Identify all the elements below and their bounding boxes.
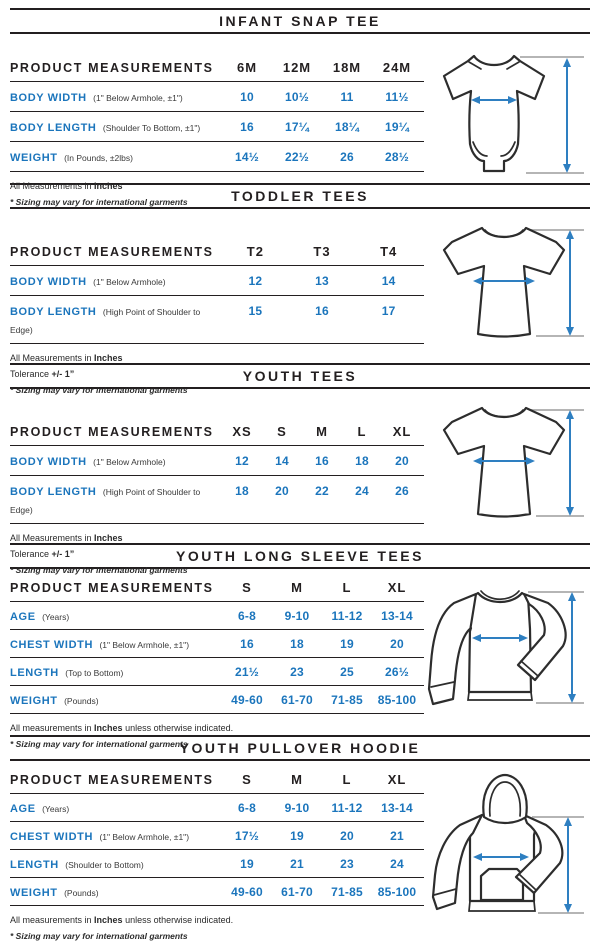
measurement-value: 15 [248,304,263,319]
tee-outline [444,408,564,517]
measurement-value: 61-70 [281,693,313,708]
row-values [222,274,422,288]
pullover-hoodie-illustration [424,769,592,929]
row-label-cell [10,272,222,290]
note-bold-text: Inches [94,181,123,192]
measurement-value: 24 [390,857,404,872]
row-values [222,637,422,651]
measurement-value: 21 [290,857,304,872]
row-values [222,150,422,164]
table-row [10,112,424,142]
footnotes [10,914,424,942]
measurement-unit-note [10,914,424,927]
measurement-value: 13 [315,274,329,289]
size-column-header: M [291,772,303,788]
measurements-table [10,209,424,399]
note-text: All measurements in [10,723,95,734]
row-values [222,120,422,134]
size-headers [222,580,422,595]
garment-illustration [424,761,592,945]
row-label-cell [10,482,222,518]
measurement-value: 11-12 [331,801,363,816]
size-column-header: M [316,424,328,440]
section-title: YOUTH LONG SLEEVE TEES [176,548,424,564]
international-sizing-note: * Sizing may vary for international garments [10,385,188,396]
measurement-value: 21½ [235,665,259,680]
row-note: (Pounds) [64,888,99,899]
row-label: BODY WIDTH [10,92,87,105]
size-headers [222,244,422,259]
table-row [10,878,424,906]
measurement-unit-note [10,352,424,365]
size-column-header: 18M [332,60,362,76]
row-label-cell [10,827,222,845]
row-label: LENGTH [10,859,59,872]
table-header-row [10,424,424,446]
row-note: (Years) [42,804,70,815]
table-row [10,296,424,344]
table-header-row [10,772,424,794]
section-title-bar [10,8,590,34]
tee-outline [444,228,564,337]
size-headers [222,60,422,75]
measurement-value: 19¼ [385,120,409,135]
measurement-value: 21 [390,829,404,844]
note-bold-text: +/- 1” [51,549,75,560]
measurement-value: 10 [240,90,254,105]
measurement-value: 16 [315,304,329,319]
size-column-header: 24M [382,60,412,76]
size-column-header: T3 [313,244,331,260]
size-headers [222,772,422,787]
table-row [10,658,424,686]
size-column-header: T2 [246,244,264,260]
row-values [222,801,422,815]
measurement-value: 17 [381,304,396,319]
row-label-cell [10,148,222,166]
measurement-value: 61-70 [281,885,313,900]
measurement-value: 22 [315,484,329,499]
measurement-value: 13-14 [381,609,413,624]
table-header-label: PRODUCT MEASUREMENTS [10,581,214,596]
row-values [222,857,422,871]
measurement-unit-note [10,532,424,545]
measurement-value: 26½ [385,665,409,680]
table-row [10,142,424,172]
row-note: (1" Below Armhole, ±1") [99,832,190,843]
table-row [10,476,424,524]
row-note: (Shoulder To Bottom, ±1") [102,123,201,134]
note-text: All measurements in [10,915,95,926]
size-column-header: S [242,772,252,788]
hem-band [468,692,532,700]
garment-illustration [424,209,592,399]
table-header-label: PRODUCT MEASUREMENTS [10,61,214,76]
measurement-value: 20 [340,829,354,844]
measurement-value: 11 [340,90,354,105]
note-text: Tolerance [10,369,52,380]
measurement-value: 18 [290,637,304,652]
measurement-value: 14 [381,274,396,289]
international-sizing-note: * Sizing may vary for international garments [10,197,188,208]
row-label: CHEST WIDTH [10,831,93,844]
row-label: BODY LENGTH [10,122,97,135]
measurement-value: 14 [275,454,289,469]
body-outline [469,593,531,692]
section-title: YOUTH TEES [242,368,358,384]
size-column-header: T4 [380,244,398,260]
measurement-value: 18¼ [335,120,359,135]
row-values [222,304,422,318]
international-sizing-note: * Sizing may vary for international garments [10,739,188,750]
note-bold-text: Inches [94,533,123,544]
measurement-value: 13-14 [381,801,413,816]
row-values [222,693,422,707]
size-column-header: XL [392,424,412,440]
row-label: WEIGHT [10,152,58,165]
row-note: (In Pounds, ±2lbs) [64,153,133,164]
size-column-header: M [291,580,303,596]
row-note: (Top to Bottom) [65,668,124,679]
row-label: WEIGHT [10,695,58,708]
row-label: AGE [10,803,36,816]
collar-line [481,591,519,599]
row-note: (1" Below Armhole, ±1") [99,640,190,651]
row-label-cell [10,88,222,106]
row-note: (High Point of Shoulder to Edge) [10,487,201,516]
table-header-row [10,60,424,82]
row-note: (1" Below Armhole, ±1") [93,93,183,104]
note-text: All Measurements in [10,181,95,192]
garment-illustration [424,569,592,753]
measurement-value: 19 [340,637,354,652]
measurement-value: 16 [315,454,329,469]
measurements-table [10,569,424,753]
row-label: AGE [10,611,36,624]
table-row [10,822,424,850]
kangaroo-pocket [481,869,523,900]
measurement-value: 6-8 [238,801,256,816]
measurement-value: 25 [340,665,354,680]
row-label: LENGTH [10,667,59,680]
measurement-value: 20 [395,454,409,469]
onesie-outline [444,56,544,171]
table-row [10,630,424,658]
row-label: BODY LENGTH [10,486,97,499]
size-column-header: L [357,424,367,440]
table-header-row [10,244,424,266]
tolerance-note [10,368,424,381]
table-row [10,794,424,822]
size-column-header: S [277,424,287,440]
size-column-header: L [342,580,352,596]
measurement-value: 17½ [235,829,259,844]
row-values [222,609,422,623]
row-values [222,90,422,104]
long-sleeve-tee-illustration [424,577,592,729]
measurements-table [10,761,424,945]
table-row [10,446,424,476]
row-label: BODY WIDTH [10,276,87,289]
row-note: (1" Below Armhole) [93,277,166,288]
row-label: CHEST WIDTH [10,639,93,652]
row-label: BODY LENGTH [10,306,97,319]
measurement-value: 9-10 [284,801,310,816]
measurement-value: 23 [290,665,304,680]
measurement-value: 20 [275,484,289,499]
size-column-header: 12M [282,60,312,76]
table-header-label: PRODUCT MEASUREMENTS [10,425,214,440]
table-row [10,686,424,714]
measurement-value: 49-60 [231,885,263,900]
garment-illustration [424,389,592,579]
row-label-cell [10,452,222,470]
row-label-cell [10,855,222,873]
measurements-table [10,34,424,211]
note-text: All Measurements in [10,533,95,544]
table-row [10,602,424,630]
note-text: All Measurements in [10,353,95,364]
table-row [10,850,424,878]
row-label-cell [10,883,222,901]
measurement-value: 24 [355,484,369,499]
size-column-header: L [342,772,352,788]
row-label-cell [10,691,222,709]
measurement-value: 85-100 [377,885,417,900]
row-note: (Pounds) [64,696,99,707]
row-label-cell [10,663,222,681]
row-label-cell [10,302,222,338]
size-column-header: XS [232,424,252,440]
measurement-unit-note [10,722,424,735]
garment-illustration [424,34,592,211]
size-column-header: S [242,580,252,596]
measurement-value: 71-85 [331,693,363,708]
size-headers [222,424,422,439]
table-row [10,82,424,112]
measurement-value: 18 [355,454,369,469]
international-sizing-note: * Sizing may vary for international garments [10,931,188,942]
table-row [10,266,424,296]
row-label-cell [10,635,222,653]
row-label-cell [10,799,222,817]
row-note: (Shoulder to Bottom) [65,860,144,871]
row-note: (1" Below Armhole) [93,457,166,468]
measurement-value: 26 [340,150,354,165]
tee-illustration [424,217,592,355]
tee-illustration [424,397,592,535]
note-text: unless otherwise indicated. [122,723,234,734]
size-column-header: 6M [236,60,258,76]
measurement-value: 11-12 [331,609,363,624]
row-label: BODY WIDTH [10,456,87,469]
measurement-value: 28½ [385,150,409,165]
row-label: WEIGHT [10,887,58,900]
measurement-value: 26 [395,484,409,499]
row-note: (High Point of Shoulder to Edge) [10,307,201,336]
size-column-header: XL [387,772,407,788]
size-section [10,735,590,942]
note-bold-text: Inches [94,723,123,734]
row-values [222,829,422,843]
section-title: YOUTH PULLOVER HOODIE [179,740,421,756]
note-bold-text: Inches [94,915,123,926]
section-title: INFANT SNAP TEE [219,13,381,29]
measurement-value: 71-85 [331,885,363,900]
measurement-value: 49-60 [231,693,263,708]
note-bold-text: Inches [94,353,123,364]
measurement-value: 19 [290,829,304,844]
measurement-value: 19 [240,857,254,872]
measurement-value: 85-100 [377,693,417,708]
measurement-value: 23 [340,857,354,872]
measurement-value: 12 [235,454,249,469]
international-sizing-note: * Sizing may vary for international garments [10,565,188,576]
measurement-value: 6-8 [238,609,256,624]
measurement-value: 12 [248,274,263,289]
measurement-value: 16 [240,120,254,135]
row-values [222,885,422,899]
infant-onesie-illustration [424,42,592,192]
table-header-label: PRODUCT MEASUREMENTS [10,245,214,260]
note-text: unless otherwise indicated. [122,915,234,926]
measurement-value: 11½ [385,90,409,105]
row-values [222,454,422,468]
size-column-header: XL [387,580,407,596]
row-values [222,665,422,679]
note-bold-text: +/- 1” [51,369,75,380]
row-note: (Years) [42,612,70,623]
row-label-cell [10,118,222,136]
measurement-value: 9-10 [284,609,310,624]
table-header-label: PRODUCT MEASUREMENTS [10,773,214,788]
section-title: TODDLER TEES [231,188,369,204]
measurement-value: 17¼ [285,120,309,135]
measurement-value: 22½ [285,150,309,165]
row-label-cell [10,607,222,625]
hem-band [469,901,535,911]
measurement-value: 16 [240,637,254,652]
measurement-value: 20 [390,637,404,652]
row-values [222,484,422,498]
measurement-value: 10½ [285,90,309,105]
measurement-value: 14½ [235,150,259,165]
measurement-value: 18 [235,484,249,499]
note-text: Tolerance [10,549,52,560]
table-header-row [10,580,424,602]
